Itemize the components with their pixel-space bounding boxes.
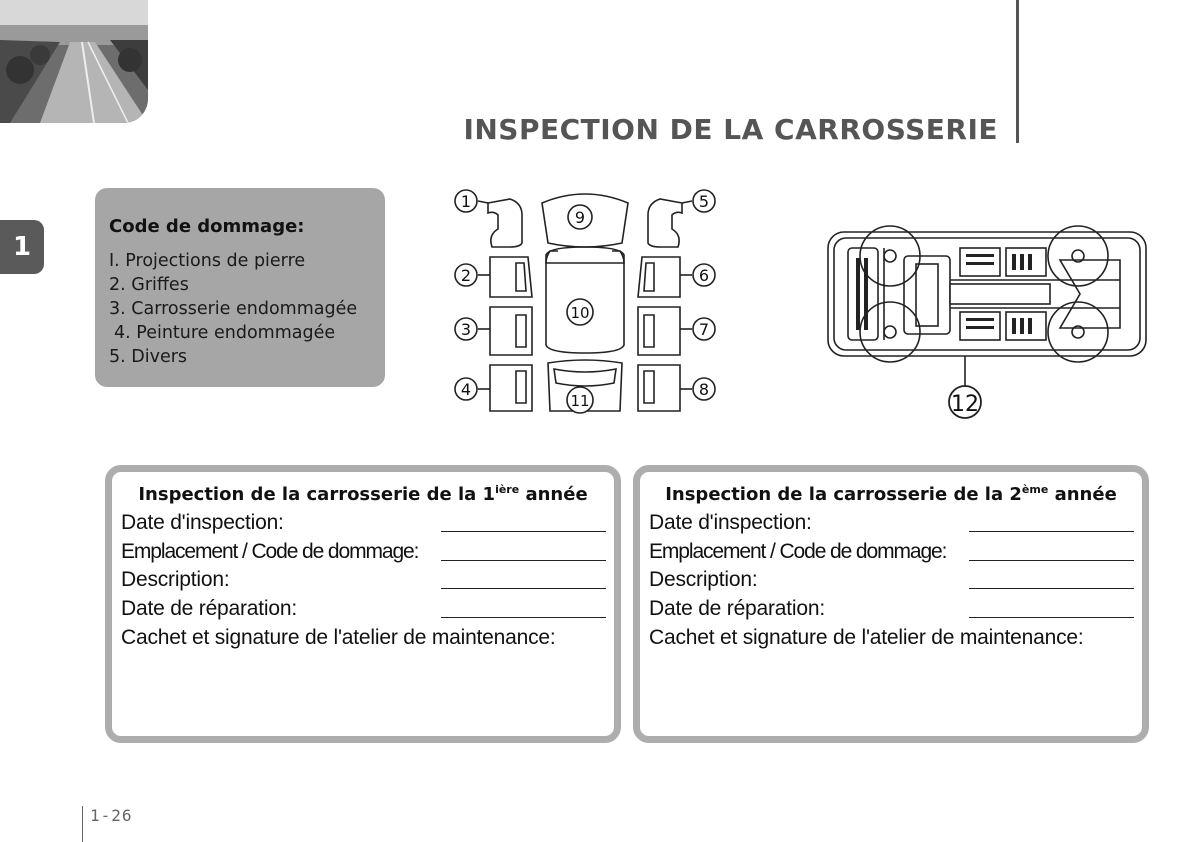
svg-text:9: 9	[574, 208, 586, 227]
location-code-line[interactable]	[441, 560, 606, 561]
damage-code-item: I. Projections de pierre	[109, 251, 306, 271]
inspection-card-title: Inspection de la carrosserie de la $1^{ière}$ année	[138, 483, 588, 505]
highway-photo	[0, 0, 148, 123]
callout-9	[568, 205, 592, 229]
repair-date-label: Date de réparation:	[121, 597, 297, 620]
stamp-signature-label: Cachet et signature de l'atelier de maintenance:	[649, 626, 1084, 649]
location-code-label: Emplacement / Code de dommage:	[121, 540, 419, 563]
panel-front-right-fender	[648, 199, 682, 247]
callout-7	[693, 318, 715, 340]
repair-date-line[interactable]	[969, 617, 1134, 618]
footer-rule	[82, 806, 83, 842]
callout-2	[455, 264, 477, 286]
callout-4	[455, 378, 477, 400]
callout-11	[567, 387, 593, 413]
inspection-card-year-1	[105, 465, 621, 743]
callout-6	[693, 264, 715, 286]
date-inspection-line[interactable]	[441, 531, 606, 532]
description-line[interactable]	[441, 588, 606, 589]
stamp-signature-label: Cachet et signature de l'atelier de maintenance:	[121, 626, 556, 649]
inspection-card-year-2	[633, 465, 1149, 743]
description-label: Description:	[121, 568, 230, 591]
svg-text:11: 11	[570, 392, 590, 410]
car-panels-diagram	[450, 185, 720, 420]
description-label: Description:	[649, 568, 758, 591]
callout-1	[455, 190, 477, 212]
header-rule	[1016, 0, 1019, 143]
svg-text:12: 12	[951, 392, 979, 417]
svg-text:6: 6	[698, 266, 710, 285]
description-line[interactable]	[969, 588, 1134, 589]
date-inspection-line[interactable]	[969, 531, 1134, 532]
repair-date-line[interactable]	[441, 617, 606, 618]
date-inspection-label: Date d'inspection:	[649, 511, 812, 534]
callout-8	[693, 378, 715, 400]
damage-code-item: 5. Divers	[109, 347, 188, 367]
svg-text:2: 2	[460, 266, 472, 285]
location-code-label: Emplacement / Code de dommage:	[649, 540, 947, 563]
damage-code-item: 2. Griffes	[109, 275, 189, 295]
callout-10	[567, 299, 593, 325]
svg-text:10: 10	[570, 304, 590, 322]
inspection-card-title: Inspection de la carrosserie de la 2ème année	[665, 483, 1117, 505]
callout-12	[949, 386, 981, 418]
callout-5	[693, 190, 715, 212]
svg-text:4: 4	[460, 380, 472, 399]
damage-code-item: 3. Carrosserie endommagée	[109, 299, 358, 319]
chapter-tab: 1	[0, 220, 44, 274]
svg-text:1: 1	[460, 192, 472, 211]
damage-code-list	[109, 249, 385, 369]
page-number: 1-26	[90, 806, 133, 825]
location-code-line[interactable]	[969, 560, 1134, 561]
svg-text:8: 8	[698, 380, 710, 399]
svg-text:7: 7	[698, 320, 710, 339]
svg-text:3: 3	[460, 320, 472, 339]
damage-code-legend	[95, 188, 385, 387]
repair-date-label: Date de réparation:	[649, 597, 825, 620]
underbody-diagram	[820, 220, 1150, 420]
date-inspection-label: Date d'inspection:	[121, 511, 284, 534]
svg-text:5: 5	[698, 192, 710, 211]
damage-code-title: Code de dommage:	[109, 216, 305, 237]
page-title: INSPECTION DE LA CARROSSERIE	[463, 113, 998, 146]
panel-front-left-fender	[488, 199, 522, 247]
callout-3	[455, 318, 477, 340]
damage-code-item: 4. Peinture endommagée	[114, 323, 336, 343]
